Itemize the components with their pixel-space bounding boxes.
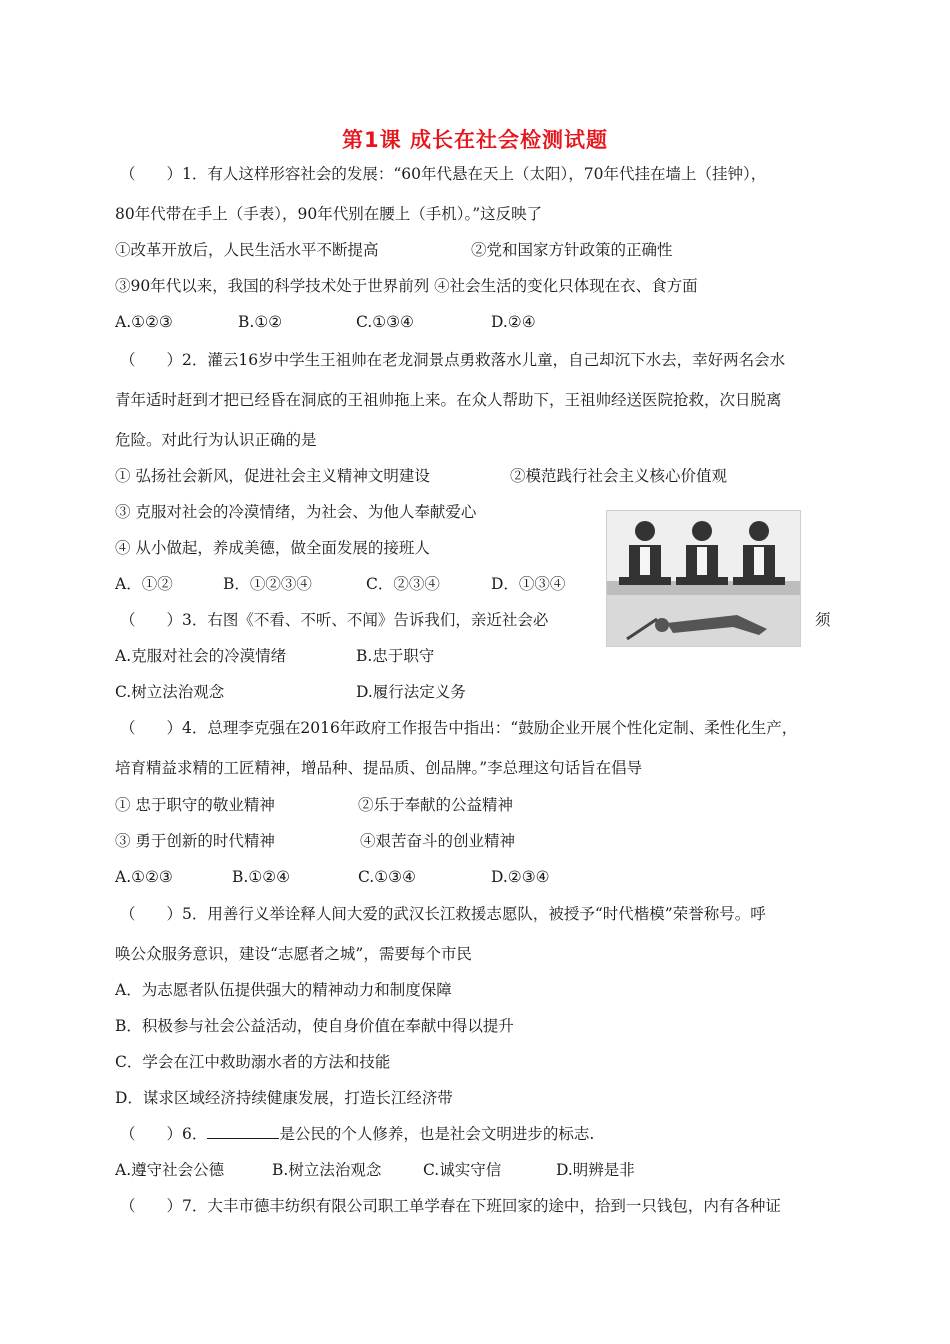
q4-option-d: D.②③④: [491, 868, 550, 886]
q5-stem-line2: 唤公众服务意识，建设“志愿者之城”，需要每个市民: [115, 945, 472, 963]
q3-option-a: A.克服对社会的冷漠情绪: [115, 647, 287, 665]
q1-statement-2: ②党和国家方针政策的正确性: [471, 241, 673, 259]
q4-option-c: C.①③④: [358, 868, 416, 886]
q1-option-a: A.①②③: [115, 313, 173, 331]
q2-option-d: D．①③④: [491, 575, 566, 593]
q1-statement-1: ①改革开放后，人民生活水平不断提高: [115, 241, 379, 259]
q1-stem-line1: （ ）1．有人这样形容社会的发展：“60年代悬在天上（太阳），70年代挂在墙上（挂钟），: [120, 165, 767, 183]
page-title: 第1课 成长在社会检测试题: [342, 128, 608, 152]
q6-option-b: B.树立法治观念: [272, 1161, 382, 1179]
q5-stem-line1: （ ）5．用善行义举诠释人间大爱的武汉长江救援志愿队，被授予“时代楷模”荣誉称号。呼: [120, 905, 766, 923]
q3-option-d: D.履行法定义务: [356, 683, 466, 701]
q4-statement-3: ③ 勇于创新的时代精神: [115, 832, 275, 850]
q1-option-d: D.②④: [491, 313, 536, 331]
q6-stem-prefix: （ ）6．: [120, 1125, 208, 1143]
q5-option-b: B．积极参与社会公益活动，使自身价值在奉献中得以提升: [115, 1017, 514, 1035]
q6-option-c: C.诚实守信: [423, 1161, 502, 1179]
q4-stem-line1: （ ）4．总理李克强在2016年政府工作报告中指出：“鼓励企业开展个性化定制、柔性化生产，: [120, 719, 798, 737]
q4-statement-1: ① 忠于职守的敬业精神: [115, 796, 275, 814]
q2-option-c: C．②③④: [366, 575, 440, 593]
q2-statement-3: ③ 克服对社会的冷漠情绪，为社会、为他人奉献爱心: [115, 503, 477, 521]
q7-stem-line1: （ ）7．大丰市德丰纺织有限公司职工单学春在下班回家的途中，拾到一只钱包，内有各种证: [120, 1197, 781, 1215]
q4-statement-2: ②乐于奉献的公益精神: [358, 796, 514, 814]
q3-stem-tail: 须: [815, 611, 831, 629]
q2-statement-1: ① 弘扬社会新风，促进社会主义精神文明建设: [115, 467, 430, 485]
q4-option-a: A.①②③: [115, 868, 173, 886]
q6-stem: [120, 1124, 594, 1144]
q6-answer-blank: [207, 1124, 279, 1139]
q2-stem-line2: 青年适时赶到才把已经昏在洞底的王祖帅拖上来。在众人帮助下，王祖帅经送医院抢救，次日脱离: [115, 391, 782, 409]
q6-option-d: D.明辨是非: [556, 1161, 635, 1179]
q5-option-a: A．为志愿者队伍提供强大的精神动力和制度保障: [115, 981, 452, 999]
q1-statement-3: ③90年代以来，我国的科学技术处于世界前列 ④社会生活的变化只体现在衣、食方面: [115, 277, 698, 295]
q2-option-a: A．①②: [115, 575, 173, 593]
q1-option-c: C.①③④: [356, 313, 414, 331]
q5-option-d: D．谋求区域经济持续健康发展，打造长江经济带: [115, 1089, 453, 1107]
q5-option-c: C．学会在江中救助溺水者的方法和技能: [115, 1053, 391, 1071]
q2-stem-line3: 危险。对此行为认识正确的是: [115, 431, 317, 449]
q3-stem-line1: （ ）3．右图《不看、不听、不闻》告诉我们，亲近社会必: [120, 611, 549, 629]
q3-option-b: B.忠于职守: [356, 647, 435, 665]
q3-option-c: C.树立法治观念: [115, 683, 225, 701]
q4-option-b: B.①②④: [232, 868, 291, 886]
cartoon-illustration: [606, 510, 801, 647]
q1-option-b: B.①②: [238, 313, 283, 331]
q2-option-b: B．①②③④: [223, 575, 312, 593]
q6-option-a: A.遵守社会公德: [115, 1161, 225, 1179]
q1-stem-line2: 80年代带在手上（手表），90年代别在腰上（手机）。”这反映了: [115, 205, 543, 223]
q2-statement-2: ②模范践行社会主义核心价值观: [510, 467, 728, 485]
q4-statement-4: ④艰苦奋斗的创业精神: [360, 832, 516, 850]
q6-stem-suffix: 是公民的个人修养，也是社会文明进步的标志.: [279, 1125, 595, 1143]
q2-statement-4: ④ 从小做起，养成美德，做全面发展的接班人: [115, 539, 430, 557]
q2-stem-line1: （ ）2．灌云16岁中学生王祖帅在老龙洞景点勇救落水儿童，自己却沉下水去，幸好两名会水: [120, 351, 786, 369]
q4-stem-line2: 培育精益求精的工匠精神，增品种、提品质、创品牌。”李总理这句话旨在倡导: [115, 759, 643, 777]
